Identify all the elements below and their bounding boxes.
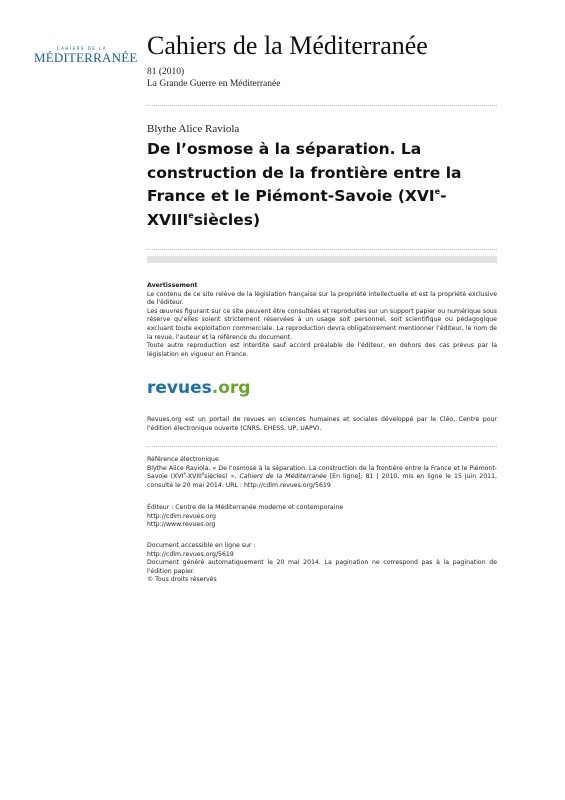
reference-text-part: -XVIII bbox=[185, 473, 202, 481]
document-block bbox=[147, 542, 497, 585]
copyright: © Tous droits réservés bbox=[147, 576, 217, 584]
notice-block bbox=[147, 282, 497, 359]
divider bbox=[147, 249, 497, 250]
document-link[interactable]: http://cdlm.revues.org/5619 bbox=[147, 550, 234, 558]
document-access-label: Document accessible en ligne sur : bbox=[147, 542, 256, 549]
logo-top-text: CAHIERS DE LA bbox=[56, 46, 108, 51]
divider bbox=[147, 105, 497, 106]
title-sup-1: e bbox=[434, 187, 441, 196]
separator-bar bbox=[147, 256, 497, 263]
publisher-link[interactable]: http://www.revues.org bbox=[147, 521, 216, 529]
notice-paragraph: Toute autre reproduction est interdite sauf accord préalable de l'éditeur, en dehors des cas prévus par la législation en vigueur en France. bbox=[147, 342, 497, 358]
reference-label: Référence électronique bbox=[147, 456, 219, 463]
document-generated: Document généré automatiquement le 20 mai 2014. La pagination ne correspond pas à la pagination de l'édition papier. bbox=[147, 559, 497, 575]
notice-paragraph: Le contenu de ce site relève de la législation française sur la propriété intellectuelle et est la propriété exclusive de l'éditeur. bbox=[147, 290, 497, 307]
journal-title: Cahiers de la Méditerranée bbox=[147, 31, 428, 60]
reference-sup: e bbox=[183, 471, 186, 477]
notice-paragraph: Les œuvres figurant sur ce site peuvent être consultées et reproduites sur un support papier ou numérique sous réserve qu'elles soient strictement réservées à un usage soit personnel, soit scientifique ou pédagogique excluant toute exploitation commerciale. La reproduction devra obligatoirement mentionner l'éditeur, le nom de la revue, l'auteur et la référence du document. bbox=[147, 307, 497, 341]
publisher-link[interactable]: http://cdlm.revues.org bbox=[147, 512, 216, 520]
reference-text-part: siècles) », bbox=[204, 473, 240, 481]
article-title bbox=[147, 138, 497, 232]
divider bbox=[147, 446, 497, 447]
revues-logo[interactable] bbox=[147, 378, 250, 398]
revues-description-text: Revues.org est un portail de revues en sciences humaines et sociales développé par le Cléo, Centre pour l'édition électronique ouverte (CNRS, EHESS, UP, UAPV). bbox=[147, 416, 497, 432]
issue-number: 81 (2010) bbox=[147, 67, 185, 77]
article-author: Blythe Alice Raviola bbox=[147, 123, 240, 135]
revues-description bbox=[147, 416, 497, 433]
revues-logo-name: revues bbox=[147, 378, 212, 398]
reference-text bbox=[147, 465, 497, 491]
journal-logo bbox=[34, 46, 138, 66]
reference-text-part: [En ligne], 81 | 2010, mis en ligne le 15 juin 2011, consulté le 20 mai 2014. URL : http://cdlm.revues.org/5619 bbox=[147, 473, 497, 489]
revues-logo-tld: .org bbox=[211, 378, 251, 398]
notice-heading: Avertissement bbox=[147, 282, 198, 289]
logo-main-text: MÉDITERRANÉE bbox=[34, 50, 138, 65]
title-part-3: siècles) bbox=[193, 210, 261, 229]
title-sup-2: e bbox=[188, 210, 194, 220]
reference-text-part: Blythe Alice Raviola, « De l’osmose à la séparation. La construction de la frontière entre la France et le Piémont-Savoie (XVI bbox=[147, 464, 497, 481]
issue-info bbox=[147, 66, 280, 90]
reference-sup: e bbox=[201, 471, 205, 477]
issue-theme: La Grande Guerre en Méditerranée bbox=[147, 79, 281, 89]
publisher-name: Éditeur : Centre de la Méditerranée moderne et contemporaine bbox=[147, 504, 344, 511]
publisher-block bbox=[147, 504, 497, 530]
reference-block bbox=[147, 456, 497, 490]
title-part-1: De l’osmose à la séparation. La construction de la frontière entre la France et le Piémont-Savoie (XVI bbox=[147, 140, 462, 205]
title-part-2: -XVIII bbox=[147, 187, 447, 229]
reference-journal: Cahiers de la Méditerranée bbox=[239, 473, 327, 481]
